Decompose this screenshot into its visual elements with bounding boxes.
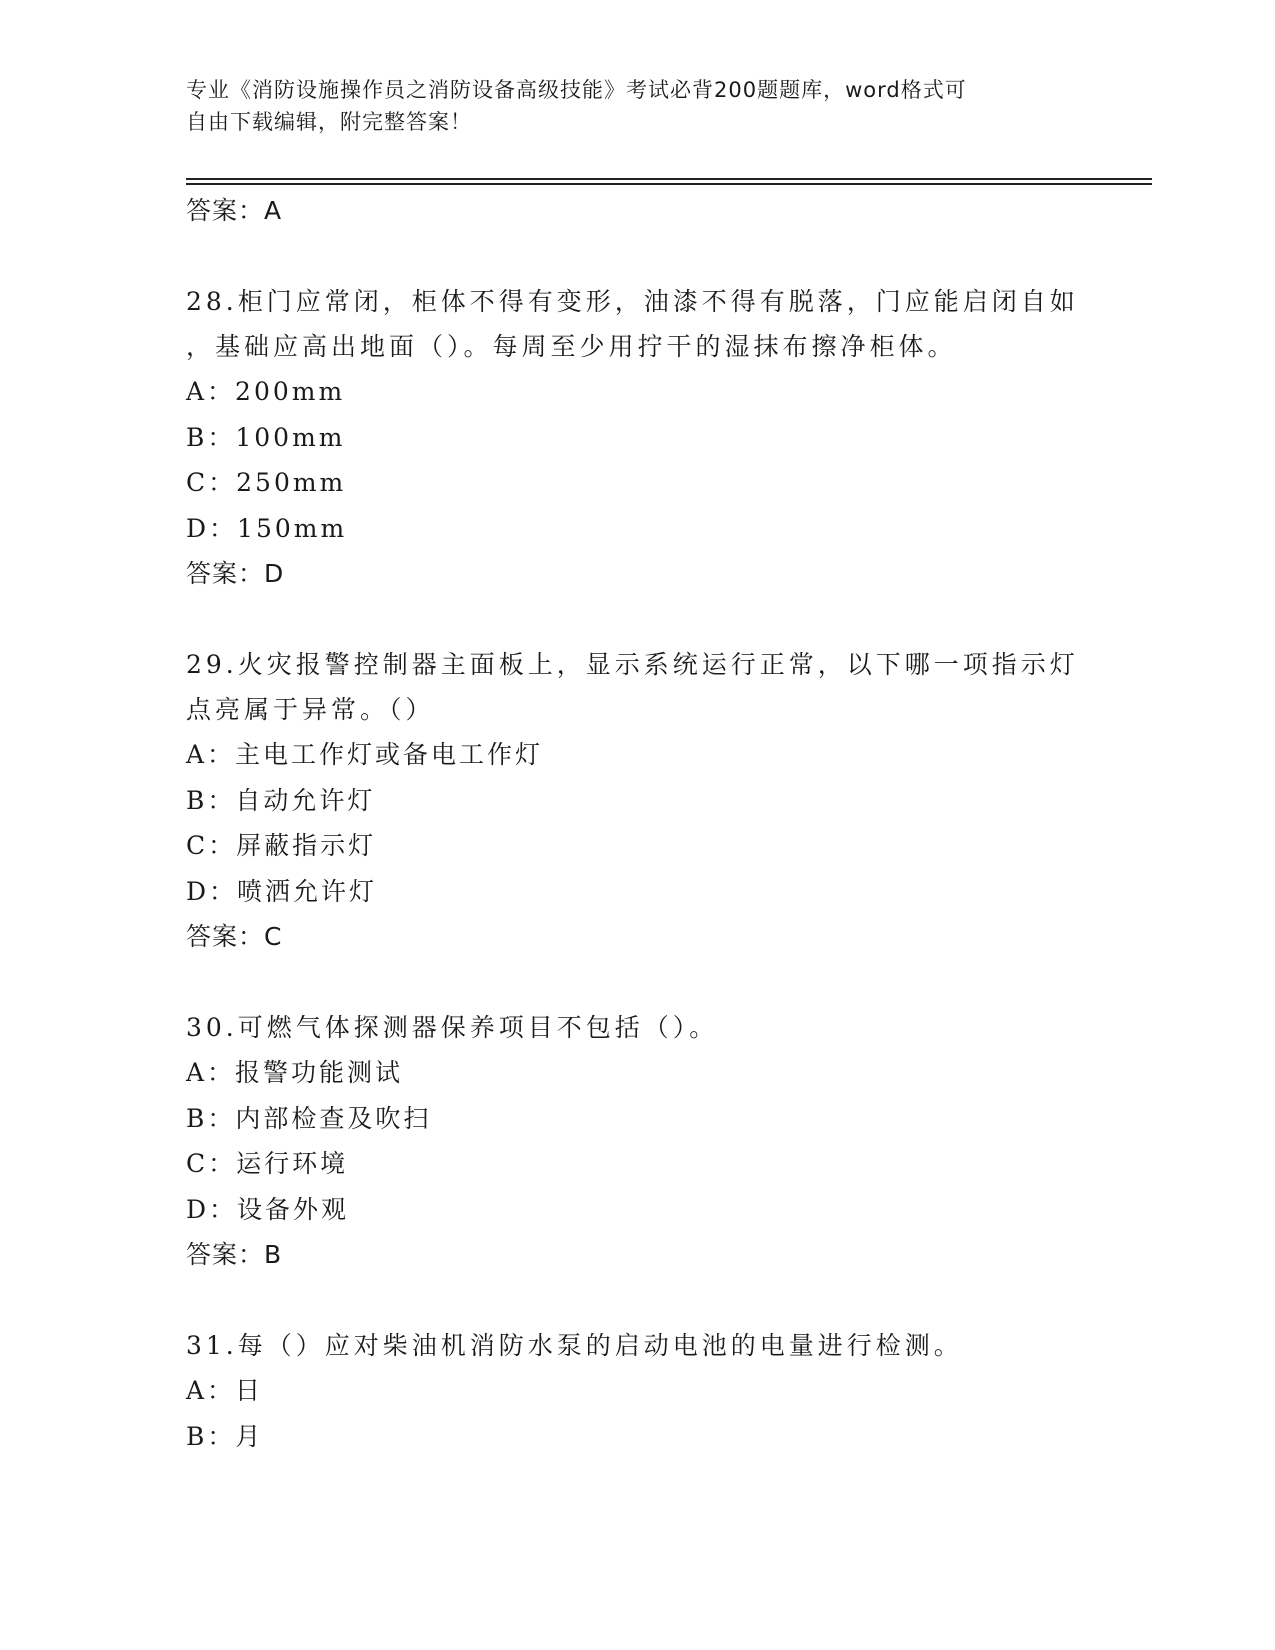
question-31 [186,1323,1106,1459]
answer-line [186,1232,1106,1277]
question-text-line: 29.火灾报警控制器主面板上，显示系统运行正常，以下哪一项指示灯 [186,650,1079,679]
option-c: C：250mm [186,468,347,497]
header-divider-bottom [186,183,1152,185]
header-line-2: 自由下载编辑，附完整答案！ [186,110,472,134]
option-b: B：月 [186,1421,264,1451]
answer-value: D [264,559,285,588]
option-c: C：运行环境 [186,1149,349,1178]
answer-line [186,551,1106,596]
question-30 [186,1005,1106,1277]
option-b: B：自动允许灯 [186,785,376,815]
option-d: D：设备外观 [186,1194,350,1224]
answer-value: B [264,1240,283,1269]
document-header [186,74,1086,138]
answer-label: 答案： [186,1240,265,1269]
question-28 [186,279,1106,596]
question-text-line: 点亮属于异常。（） [186,695,435,724]
option-a: A：日 [186,1376,264,1405]
option-d: D：150mm [186,513,348,543]
answer-line [186,188,1106,233]
answer-label: 答案： [186,922,265,951]
question-text-line: 31.每（）应对柴油机消防水泵的启动电池的电量进行检测。 [186,1331,963,1360]
option-b: B：100mm [186,422,346,452]
option-d: D：喷洒允许灯 [186,876,378,906]
question-text-line: 30.可燃气体探测器保养项目不包括（）。 [186,1013,719,1042]
answer-value: C [264,922,283,951]
option-b: B：内部检查及吹扫 [186,1103,432,1133]
option-a: A：主电工作灯或备电工作灯 [186,740,544,769]
answer-value: A [264,196,283,225]
answer-label: 答案： [186,559,265,588]
question-29 [186,642,1106,959]
question-content [186,188,1106,1459]
question-text-line: 28.柜门应常闭，柜体不得有变形，油漆不得有脱落，门应能启闭自如 [186,287,1079,316]
option-c: C：屏蔽指示灯 [186,831,377,860]
header-divider-top [186,178,1152,180]
answer-label: 答案： [186,196,265,225]
header-line-1: 专业《消防设施操作员之消防设备高级技能》考试必背200题题库，word格式可 [186,78,967,102]
option-a: A：报警功能测试 [186,1058,404,1087]
answer-line [186,914,1106,959]
option-a: A：200mm [186,377,346,406]
question-text-line: ，基础应高出地面（）。每周至少用拧干的湿抹布擦净柜体。 [186,332,957,361]
